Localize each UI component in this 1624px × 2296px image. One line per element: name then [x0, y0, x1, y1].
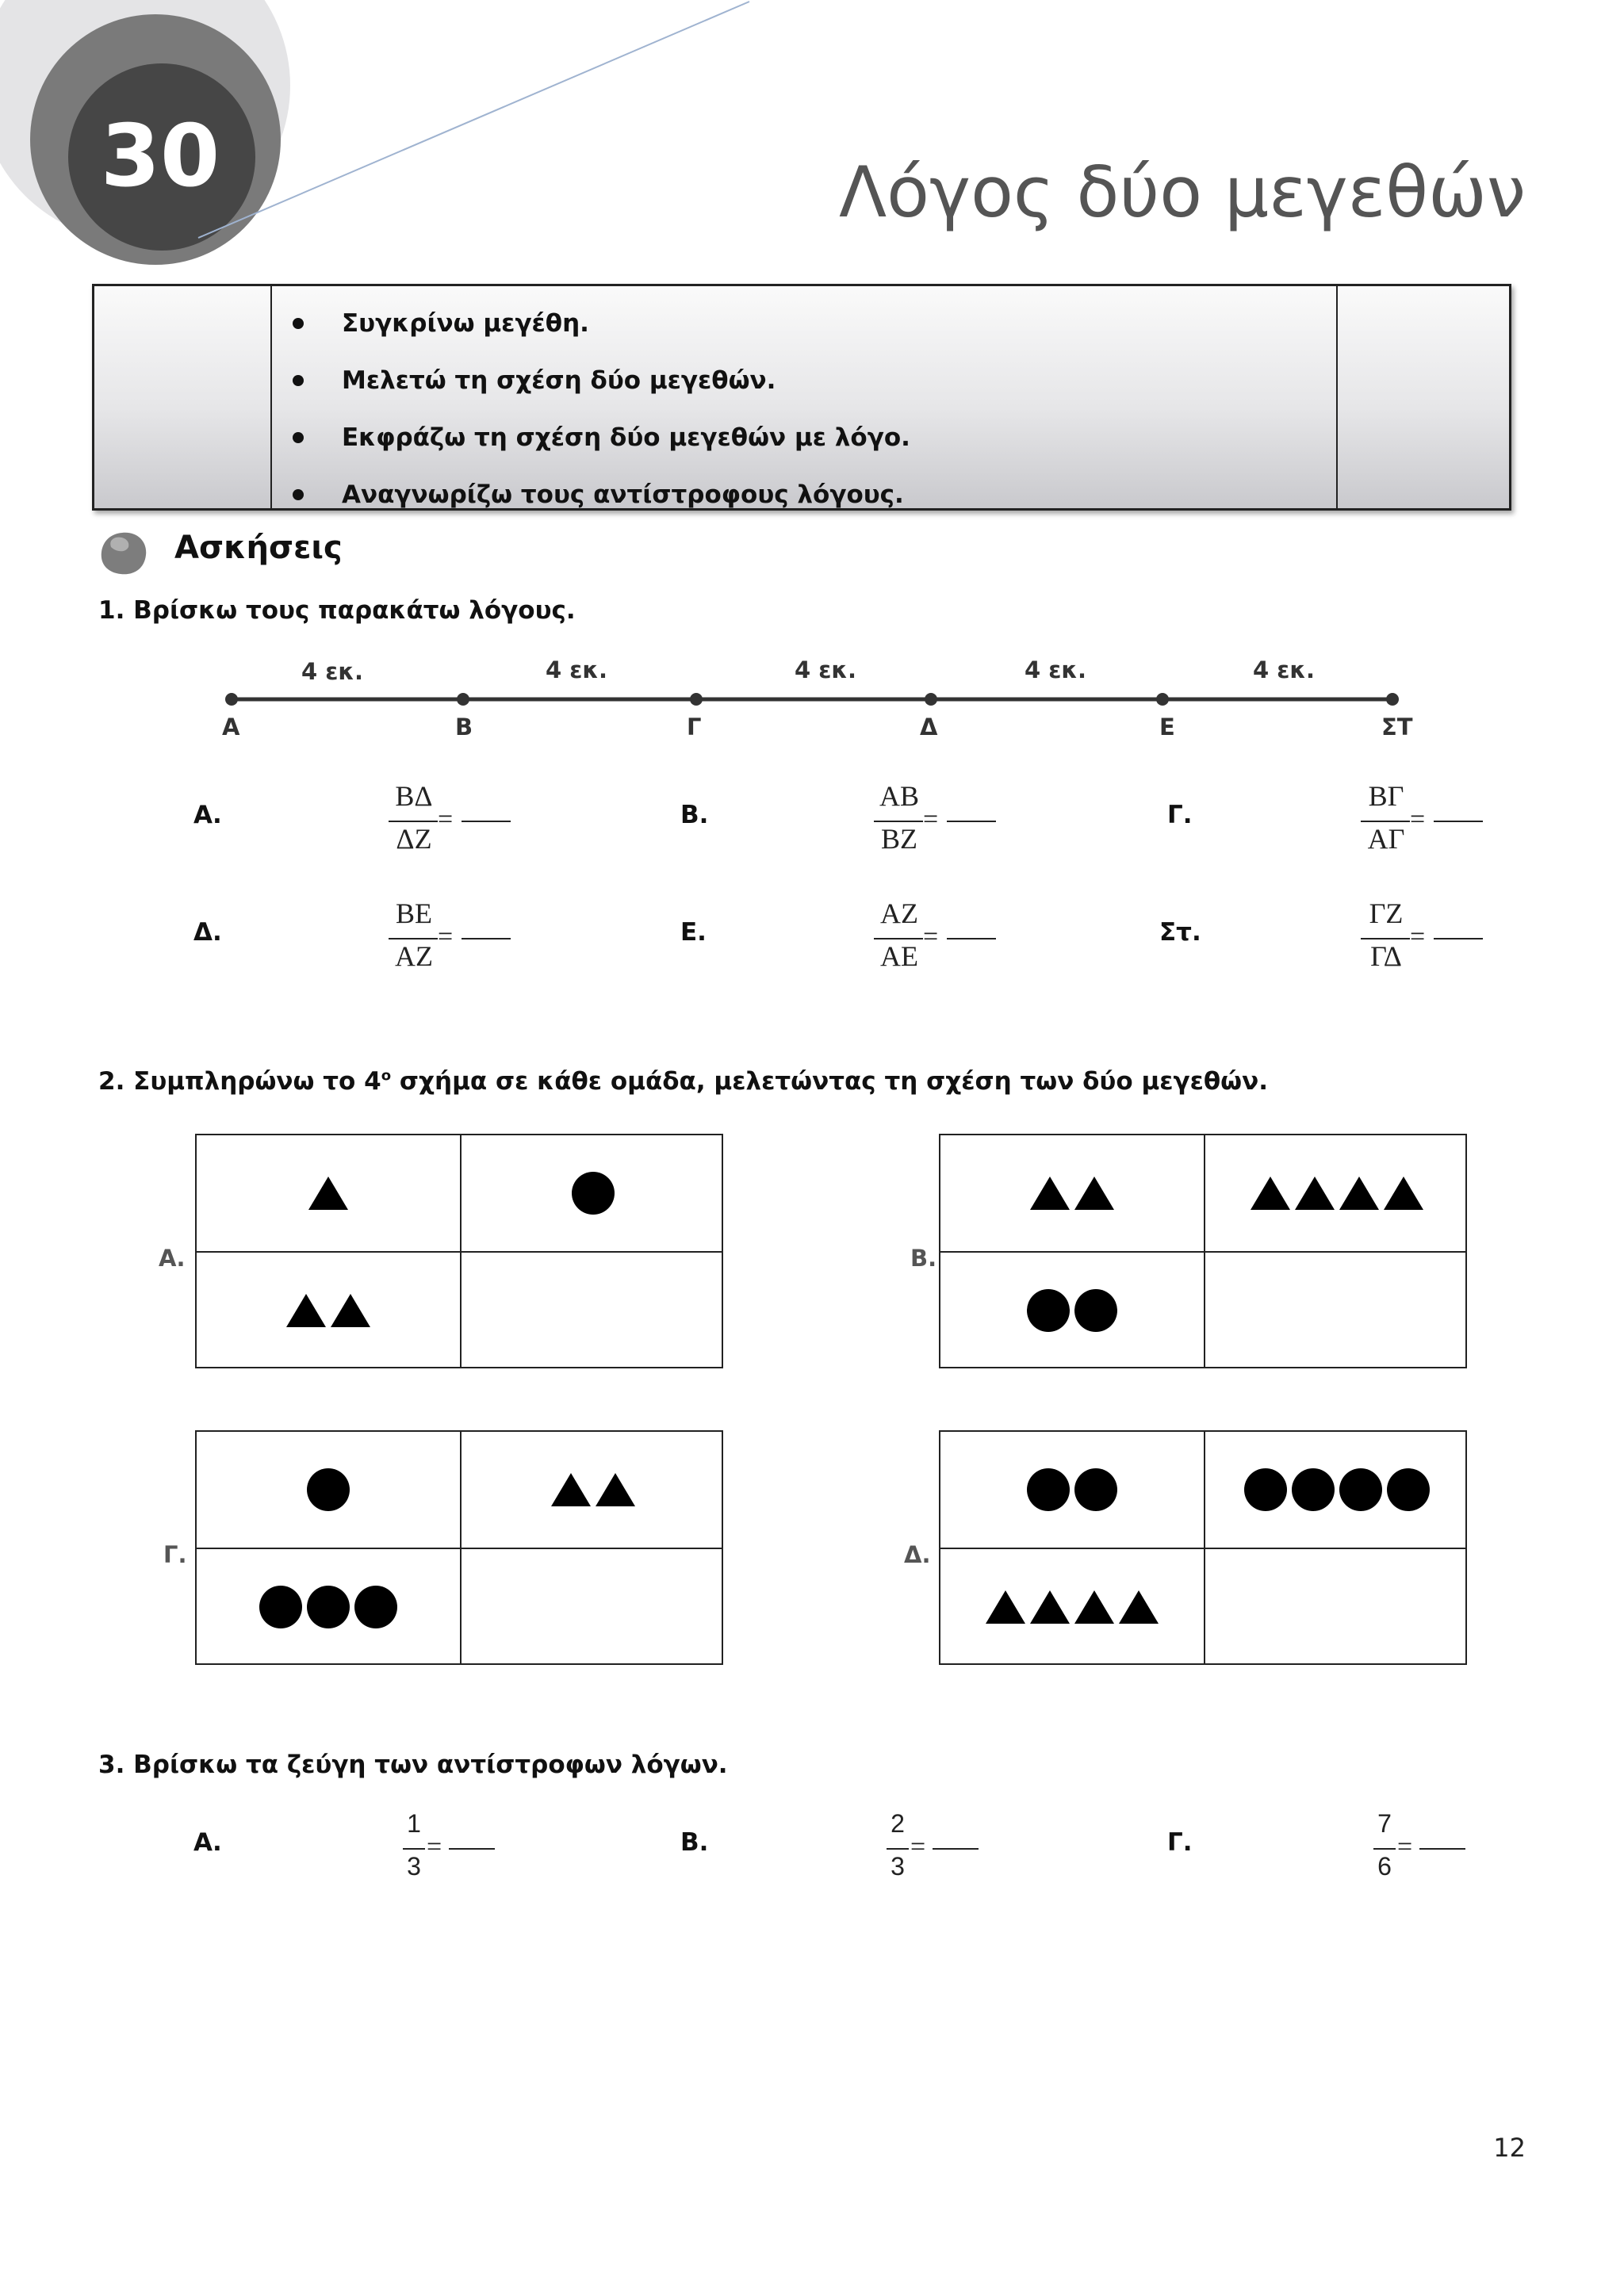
point-marker [690, 693, 703, 706]
grid-cell [1205, 1432, 1469, 1548]
item-label: Α. [193, 1828, 222, 1857]
shape-grid-c [195, 1430, 723, 1665]
group-label: Γ. [163, 1541, 187, 1568]
objective-item: Μελετώ τη σχέση δύο μεγεθών. [291, 356, 910, 413]
grid-cell [197, 1253, 460, 1368]
denominator: ΑΖ [395, 940, 433, 972]
segment-length-label: 4 εκ. [1025, 656, 1087, 683]
answer-cell[interactable] [1205, 1549, 1469, 1665]
ratio-fraction [874, 897, 1001, 985]
triangle-icon [1030, 1590, 1070, 1624]
circle-icon [1027, 1289, 1070, 1332]
fraction-bar [874, 938, 923, 939]
denominator: ΒΖ [880, 823, 917, 855]
circle-icon [1074, 1289, 1117, 1332]
bullet-icon [293, 375, 304, 386]
equals-sign: = [1410, 922, 1426, 951]
triangle-icon [551, 1473, 591, 1506]
shape-grid-d [939, 1430, 1467, 1665]
triangle-icon [308, 1177, 348, 1210]
lesson-number: 30 [100, 106, 220, 206]
reciprocal-fraction [887, 1808, 1013, 1895]
group-label: Β. [910, 1245, 937, 1272]
page-number: 12 [1493, 2133, 1526, 2163]
ratio-fraction [1361, 780, 1488, 867]
point-marker [225, 693, 238, 706]
answer-blank[interactable] [462, 821, 511, 822]
answer-blank[interactable] [947, 938, 996, 939]
objectives-right-divider [1336, 286, 1338, 508]
objective-item: Εκφράζω τη σχέση δύο μεγεθών με λόγο. [291, 413, 910, 470]
numerator: 1 [407, 1809, 421, 1838]
grid-cell [462, 1135, 725, 1251]
answer-cell[interactable] [1205, 1253, 1469, 1368]
shape-grid-a [195, 1134, 723, 1368]
numerator: 2 [891, 1809, 905, 1838]
bullet-icon [293, 489, 304, 500]
equals-sign: = [910, 1832, 926, 1862]
denominator: 3 [407, 1852, 421, 1881]
denominator: 6 [1377, 1852, 1392, 1881]
point-marker [925, 693, 937, 706]
grid-cell [940, 1549, 1204, 1665]
triangle-icon [331, 1294, 370, 1327]
answer-blank[interactable] [462, 938, 511, 939]
reciprocal-fraction [403, 1808, 530, 1895]
grid-cell [940, 1135, 1204, 1251]
item-label: Γ. [1167, 801, 1193, 829]
objectives-box [92, 284, 1511, 511]
objectives-left-divider [270, 286, 272, 508]
ratio-fraction [389, 780, 515, 867]
point-marker [457, 693, 469, 706]
fraction-bar [389, 821, 438, 822]
denominator: ΑΓ [1367, 823, 1405, 855]
circle-icon [1292, 1468, 1335, 1511]
numerator: ΓΖ [1369, 897, 1404, 929]
grid-cell [940, 1432, 1204, 1548]
exercise-2-title: 2. Συμπληρώνω το $4^o$ σχήμα σε κάθε ομάδα, μελετώντας τη σχέση των δύο μεγεθών. [98, 1067, 1269, 1096]
denominator: 3 [891, 1852, 905, 1881]
equals-sign: = [923, 805, 939, 834]
point-label: Ε [1159, 714, 1175, 740]
ratio-fraction [874, 780, 1001, 867]
numerator: ΒΔ [395, 780, 433, 812]
grid-cell [462, 1432, 725, 1548]
segment-length-label: 4 εκ. [1253, 656, 1316, 683]
grid-cell [197, 1432, 460, 1548]
circle-icon [1387, 1468, 1430, 1511]
answer-blank[interactable] [947, 821, 996, 822]
equals-sign: = [438, 805, 454, 834]
denominator: ΓΔ [1370, 940, 1402, 972]
point-label: ΣΤ [1381, 714, 1413, 740]
numerator: ΑΒ [879, 780, 919, 812]
triangle-icon [1030, 1177, 1070, 1210]
answer-blank[interactable] [449, 1848, 495, 1850]
answer-blank[interactable] [1434, 821, 1483, 822]
point-marker [1156, 693, 1169, 706]
page-title: Λόγος δύο μεγεθών [838, 151, 1526, 233]
equals-sign: = [427, 1832, 442, 1862]
triangle-icon [286, 1294, 326, 1327]
ratio-fraction [389, 897, 515, 985]
circle-icon [307, 1468, 350, 1511]
exercise-1-title: 1. Βρίσκω τους παρακάτω λόγους. [98, 596, 576, 625]
objectives-list [291, 299, 910, 527]
point-marker [1386, 693, 1399, 706]
segment-line [214, 685, 1419, 709]
fraction-bar [887, 1848, 909, 1850]
triangle-icon [1074, 1590, 1114, 1624]
equals-sign: = [1410, 805, 1426, 834]
fraction-bar [1361, 938, 1410, 939]
denominator: ΔΖ [396, 823, 432, 855]
fraction-bar [389, 938, 438, 939]
point-label: Γ [687, 714, 702, 740]
answer-cell[interactable] [462, 1253, 725, 1368]
triangle-icon [1339, 1177, 1379, 1210]
item-label: Α. [193, 801, 222, 829]
section-title: Ασκήσεις [174, 530, 343, 566]
answer-blank[interactable] [1419, 1848, 1465, 1850]
triangle-icon [986, 1590, 1025, 1624]
objective-item: Συγκρίνω μεγέθη. [291, 299, 910, 356]
fraction-bar [1373, 1848, 1396, 1850]
shape-grid-b [939, 1134, 1467, 1368]
triangle-icon [1295, 1177, 1335, 1210]
numerator: 7 [1377, 1809, 1392, 1838]
ratio-fraction [1361, 897, 1488, 985]
exercise-3-title: 3. Βρίσκω τα ζεύγη των αντίστροφων λόγων. [98, 1751, 728, 1779]
numerator: ΑΖ [880, 897, 918, 929]
equals-sign: = [923, 922, 939, 951]
fraction-bar [874, 821, 923, 822]
circle-icon [1339, 1468, 1382, 1511]
reciprocal-fraction [1373, 1808, 1500, 1895]
item-label: Ε. [680, 918, 707, 947]
triangle-icon [1251, 1177, 1290, 1210]
grid-cell [197, 1549, 460, 1665]
answer-cell[interactable] [462, 1549, 725, 1665]
triangle-icon [1384, 1177, 1423, 1210]
item-label: Γ. [1167, 1828, 1193, 1857]
triangle-icon [596, 1473, 635, 1506]
item-label: Β. [680, 1828, 709, 1857]
group-label: Δ. [904, 1541, 931, 1568]
triangle-icon [1119, 1590, 1159, 1624]
equals-sign: = [1397, 1832, 1413, 1862]
circle-icon [307, 1586, 350, 1628]
point-label: Α [222, 714, 240, 740]
fraction-bar [403, 1848, 425, 1850]
grid-cell [1205, 1135, 1469, 1251]
answer-blank[interactable] [933, 1848, 979, 1850]
denominator: ΑΕ [880, 940, 918, 972]
numerator: ΒΕ [395, 897, 432, 929]
segment-length-label: 4 εκ. [546, 656, 608, 683]
item-label: Στ. [1159, 918, 1201, 947]
circle-icon [354, 1586, 397, 1628]
blob-icon [98, 530, 149, 577]
circle-icon [1074, 1468, 1117, 1511]
bullet-icon [293, 432, 304, 443]
objective-item: Αναγνωρίζω τους αντίστροφους λόγους. [291, 470, 910, 527]
point-label: Δ [920, 714, 938, 740]
segment-length-label: 4 εκ. [795, 656, 857, 683]
item-label: Β. [680, 801, 709, 829]
item-label: Δ. [193, 918, 222, 947]
group-label: Α. [159, 1245, 186, 1272]
circle-icon [572, 1172, 615, 1215]
grid-cell [940, 1253, 1204, 1368]
grid-cell [197, 1135, 460, 1251]
bullet-icon [293, 318, 304, 329]
circle-icon [259, 1586, 302, 1628]
circle-icon [1027, 1468, 1070, 1511]
point-label: Β [455, 714, 473, 740]
numerator: ΒΓ [1368, 780, 1404, 812]
equals-sign: = [438, 922, 454, 951]
circle-icon [1244, 1468, 1287, 1511]
answer-blank[interactable] [1434, 938, 1483, 939]
triangle-icon [1074, 1177, 1114, 1210]
fraction-bar [1361, 821, 1410, 822]
segment-length-label: 4 εκ. [301, 658, 364, 685]
